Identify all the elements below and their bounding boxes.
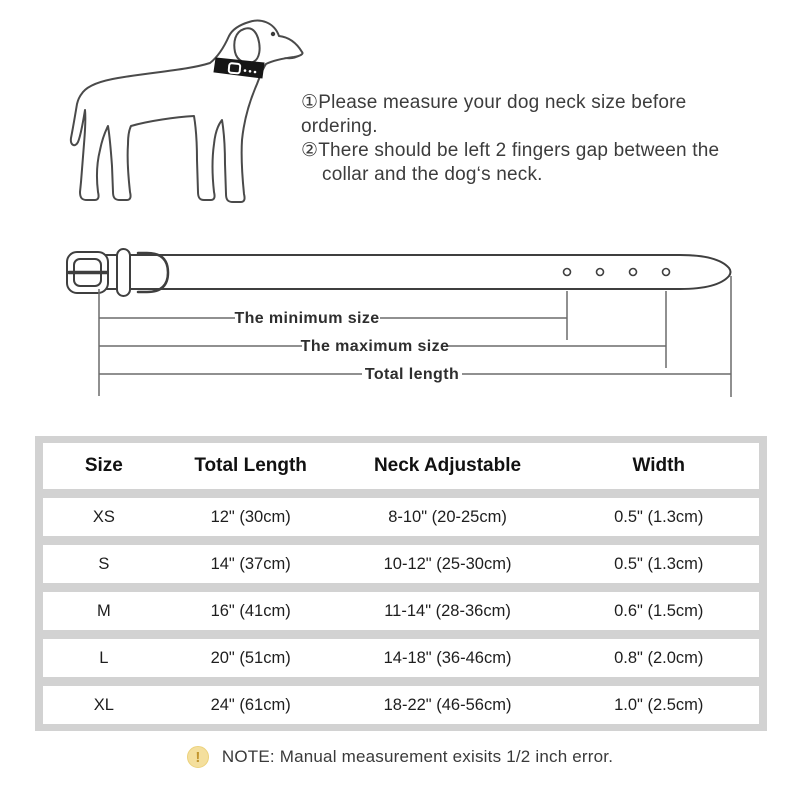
cell-length: 12" (30cm) [210, 507, 291, 526]
dog-body-outline [71, 21, 303, 202]
collar-buckle [67, 252, 108, 293]
note-bar [0, 746, 800, 768]
cell-size: L [99, 648, 109, 667]
max-size-label: The maximum size [300, 338, 450, 355]
dog-illustration [58, 8, 308, 218]
collar-keeper [117, 249, 130, 296]
cell-size: S [98, 554, 110, 573]
instruction-line-3: collar and the dog‘s neck. [322, 164, 543, 185]
cell-neck: 10-12" (25-30cm) [383, 554, 512, 573]
min-size-label: The minimum size [234, 310, 380, 327]
cell-neck: 11-14" (28-36cm) [384, 601, 511, 620]
cell-width: 0.8" (2.0cm) [614, 648, 704, 667]
cell-length: 14" (37cm) [210, 554, 291, 573]
dog-ear [234, 28, 259, 63]
table-row-s [43, 545, 759, 583]
cell-size: XS [92, 507, 115, 526]
table-row-xs [43, 498, 759, 536]
collar-measurement-diagram [0, 240, 800, 410]
cell-length: 20" (51cm) [210, 648, 291, 667]
cell-neck: 18-22" (46-56cm) [383, 695, 512, 714]
total-length-label: Total length [364, 366, 460, 383]
column-header-total-length: Total Length [194, 455, 307, 476]
cell-size: XL [93, 695, 114, 714]
cell-neck: 14-18" (36-46cm) [383, 648, 512, 667]
table-row-l [43, 639, 759, 677]
cell-width: 1.0" (2.5cm) [614, 695, 704, 714]
note-text: NOTE: Manual measurement exisits 1/2 inch error. [221, 747, 614, 766]
measuring-instructions [301, 91, 761, 187]
cell-neck: 8-10" (20-25cm) [388, 507, 507, 526]
instruction-line-1: ①Please measure your dog neck size before ordering. [301, 92, 687, 137]
size-table-header-row [43, 443, 759, 489]
cell-width: 0.5" (1.3cm) [614, 507, 704, 526]
table-row-xl [43, 686, 759, 724]
dog-eye-dot [271, 32, 275, 36]
exclamation-icon: ! [187, 746, 209, 768]
column-header-width: Width [632, 455, 686, 476]
cell-length: 24" (61cm) [210, 695, 291, 714]
cell-size: M [96, 601, 111, 620]
size-table [35, 436, 767, 731]
cell-width: 0.5" (1.3cm) [614, 554, 704, 573]
column-header-size: Size [84, 455, 123, 476]
table-row-m [43, 592, 759, 630]
cell-length: 16" (41cm) [210, 601, 291, 620]
instruction-line-2: ②There should be left 2 fingers gap between the [301, 140, 720, 161]
cell-width: 0.6" (1.5cm) [614, 601, 704, 620]
column-header-neck-adjustable: Neck Adjustable [373, 455, 522, 476]
